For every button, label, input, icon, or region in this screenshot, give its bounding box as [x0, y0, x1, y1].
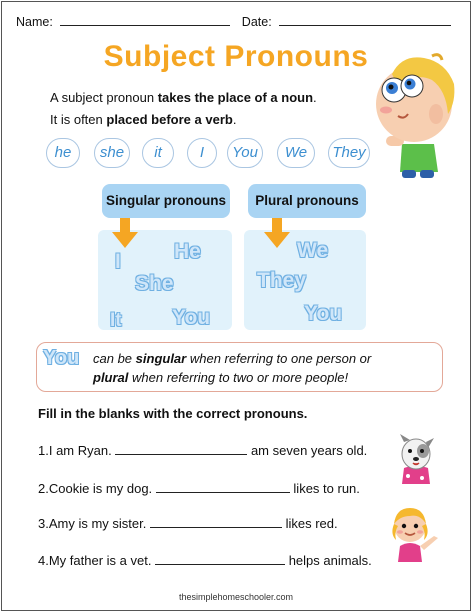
you-note-box: [36, 342, 443, 392]
singular-word-you: You: [172, 306, 211, 329]
worksheet-page: [1, 1, 471, 611]
arrow-down-icon: [112, 218, 138, 248]
singular-word-it: It: [110, 310, 122, 331]
girl-illustration: [386, 504, 444, 562]
answer-blank[interactable]: [150, 516, 282, 528]
sentence-2: [38, 481, 360, 496]
sentence-suffix: am seven years old.: [250, 443, 368, 458]
sentence-prefix: 4.My father is a vet.: [38, 553, 152, 568]
fill-heading: Fill in the blanks with the correct pronouns.: [38, 406, 308, 421]
sentence-4: [38, 553, 372, 568]
intro-text: .: [313, 90, 317, 105]
footer-url: thesimplehomeschooler.com: [178, 592, 294, 602]
singular-word-i: I: [115, 250, 121, 273]
date-label: Date:: [241, 15, 272, 29]
answer-blank[interactable]: [156, 481, 290, 493]
answer-blank[interactable]: [155, 553, 285, 565]
page-title: Subject Pronouns: [103, 40, 369, 73]
note-text: when referring to one person or: [186, 351, 372, 366]
plural-word-they: They: [257, 269, 307, 292]
pronoun-pill: he: [46, 138, 80, 168]
date-field-line[interactable]: [279, 14, 451, 26]
header-row: [16, 14, 451, 29]
sentence-1: [38, 443, 367, 458]
intro-text: It is often: [50, 112, 107, 127]
you-note-line-2: [93, 368, 348, 387]
sentence-prefix: 3.Amy is my sister.: [38, 516, 147, 531]
note-emphasis-singular: singular: [135, 351, 187, 366]
intro-line-1: [50, 90, 317, 105]
note-text: when referring to two or more people!: [128, 370, 349, 385]
plural-label: Plural pronouns: [248, 184, 366, 218]
pronoun-pill: it: [142, 138, 174, 168]
plural-word-you: You: [304, 302, 343, 325]
answer-blank[interactable]: [115, 443, 247, 455]
sentence-suffix: likes red.: [285, 516, 338, 531]
singular-word-he: He: [174, 240, 201, 263]
pronoun-pill: she: [94, 138, 130, 168]
sentence-prefix: 1.I am Ryan.: [38, 443, 112, 458]
intro-line-2: [50, 112, 236, 127]
pronoun-pill: I: [187, 138, 217, 168]
intro-text: .: [232, 112, 237, 127]
name-field-line[interactable]: [60, 14, 230, 26]
sentence-prefix: 2.Cookie is my dog.: [38, 481, 153, 496]
sentence-suffix: helps animals.: [288, 553, 372, 568]
note-text: can be: [93, 351, 136, 366]
intro-emphasis: placed before a verb: [106, 112, 233, 127]
singular-label: Singular pronouns: [102, 184, 230, 218]
name-label: Name:: [16, 15, 53, 29]
sentence-suffix: likes to run.: [293, 481, 360, 496]
pronoun-pill: We: [277, 138, 315, 168]
intro-text: A subject pronoun: [50, 90, 158, 105]
you-note-word: You: [43, 347, 80, 369]
singular-word-she: She: [135, 272, 174, 295]
intro-emphasis: takes the place of a noun: [157, 90, 314, 105]
dog-illustration: [396, 434, 436, 486]
sentence-3: [38, 516, 338, 531]
boy-illustration: [372, 52, 462, 182]
pronoun-pill: They: [328, 138, 370, 168]
note-emphasis-plural: plural: [93, 370, 129, 385]
arrow-down-icon: [264, 218, 290, 248]
plural-word-we: We: [297, 239, 329, 262]
you-note-line-1: [93, 349, 371, 368]
pronoun-pill: You: [227, 138, 263, 168]
